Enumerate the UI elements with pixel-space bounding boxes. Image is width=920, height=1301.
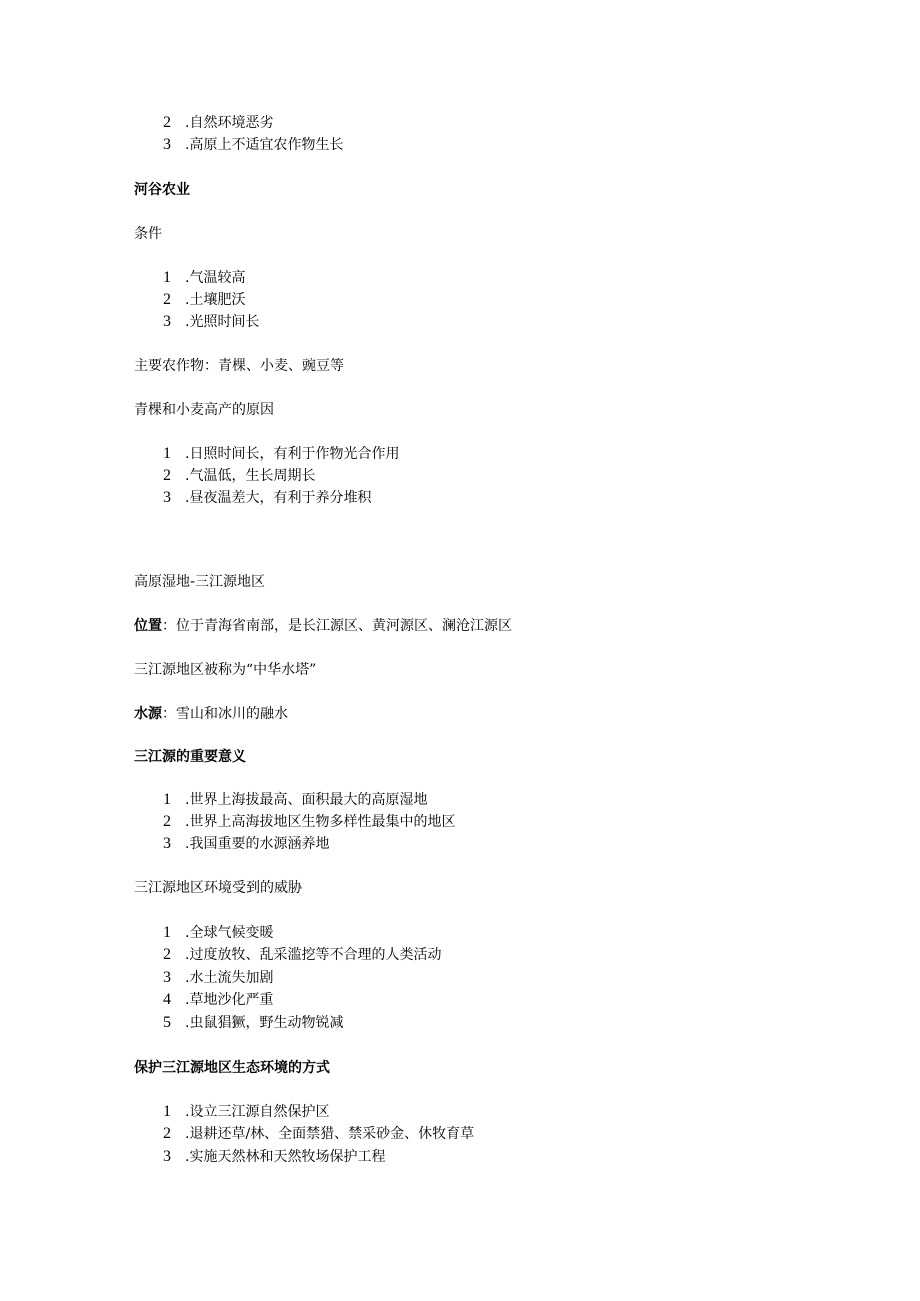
list-text: .过度放牧、乱采滥挖等不合理的人类活动	[185, 947, 442, 963]
list-number: 3	[163, 136, 171, 153]
list-text: .退耕还草/林、全面禁猎、禁采砂金、休牧育草	[185, 1126, 475, 1142]
list-text: .虫鼠猖獗，野生动物锐减	[185, 1015, 344, 1031]
list-item	[163, 113, 273, 133]
list-text: .设立三江源自然保护区	[185, 1104, 330, 1120]
list-item	[163, 1013, 343, 1033]
list-number: 2	[163, 1125, 171, 1142]
conditions-label: 条件	[134, 226, 162, 242]
list-item	[163, 990, 273, 1010]
list-item	[163, 945, 441, 965]
list-number: 1	[163, 791, 171, 808]
list-number: 1	[163, 924, 171, 941]
main-crops-text: 主要农作物：青棵、小麦、豌豆等	[134, 358, 344, 374]
protection-heading: 保护三江源地区生态环境的方式	[134, 1060, 330, 1076]
significance-heading: 三江源的重要意义	[134, 749, 246, 765]
list-text: .土壤肥沃	[185, 292, 246, 308]
list-item	[163, 312, 259, 332]
list-item	[163, 268, 245, 288]
list-number: 1	[163, 445, 171, 462]
list-item	[163, 444, 399, 464]
list-text: .气温低，生长周期长	[185, 468, 316, 484]
list-text: .全球气候变暖	[185, 925, 274, 941]
list-item	[163, 834, 329, 854]
list-text: .昼夜温差大，有利于养分堆积	[185, 490, 372, 506]
list-number: 2	[163, 291, 171, 308]
list-item	[163, 1147, 385, 1167]
list-text: .草地沙化严重	[185, 992, 274, 1008]
list-item	[163, 812, 455, 832]
list-number: 1	[163, 1103, 171, 1120]
high-yield-reasons-label: 青棵和小麦高产的原因	[134, 402, 274, 418]
list-number: 2	[163, 467, 171, 484]
list-item	[163, 290, 245, 310]
list-text: .水土流失加剧	[185, 970, 274, 986]
list-text: .气温较高	[185, 270, 246, 286]
water-source-paragraph	[134, 704, 288, 724]
list-number: 3	[163, 835, 171, 852]
list-number: 3	[163, 313, 171, 330]
list-text: .实施天然林和天然牧场保护工程	[185, 1149, 386, 1165]
list-number: 4	[163, 991, 171, 1008]
list-number: 3	[163, 1148, 171, 1165]
list-item	[163, 790, 427, 810]
list-item	[163, 135, 343, 155]
list-text: .光照时间长	[185, 314, 260, 330]
list-number: 2	[163, 946, 171, 963]
list-number: 2	[163, 114, 171, 131]
location-paragraph	[134, 616, 512, 636]
location-label: 位置	[134, 618, 162, 634]
list-number: 5	[163, 1014, 171, 1031]
nickname-text: 三江源地区被称为“中华水塔”	[134, 662, 317, 678]
list-text: .高原上不适宜农作物生长	[185, 137, 344, 153]
list-text: .自然环境恶劣	[185, 115, 274, 131]
list-number: 1	[163, 269, 171, 286]
list-item	[163, 466, 315, 486]
list-item	[163, 488, 371, 508]
list-item	[163, 968, 273, 988]
list-number: 2	[163, 813, 171, 830]
list-item	[163, 1102, 329, 1122]
list-item	[163, 923, 273, 943]
list-item	[163, 1124, 474, 1144]
list-text: .日照时间长，有利于作物光合作用	[185, 446, 400, 462]
section-heading-valley: 河谷农业	[134, 182, 190, 198]
water-source-label: 水源	[134, 706, 162, 722]
list-text: .世界上海拔最高、面积最大的高原湿地	[185, 792, 428, 808]
section-heading-wetland: 高原湿地-三江源地区	[134, 574, 266, 590]
list-number: 3	[163, 969, 171, 986]
list-number: 3	[163, 489, 171, 506]
list-text: .世界上高海拔地区生物多样性最集中的地区	[185, 814, 456, 830]
list-text: .我国重要的水源涵养地	[185, 836, 330, 852]
location-text: ：位于青海省南部，是长江源区、黄河源区、澜沧江源区	[162, 618, 512, 634]
threats-label: 三江源地区环境受到的威胁	[134, 880, 302, 896]
water-source-text: ：雪山和冰川的融水	[162, 706, 288, 722]
